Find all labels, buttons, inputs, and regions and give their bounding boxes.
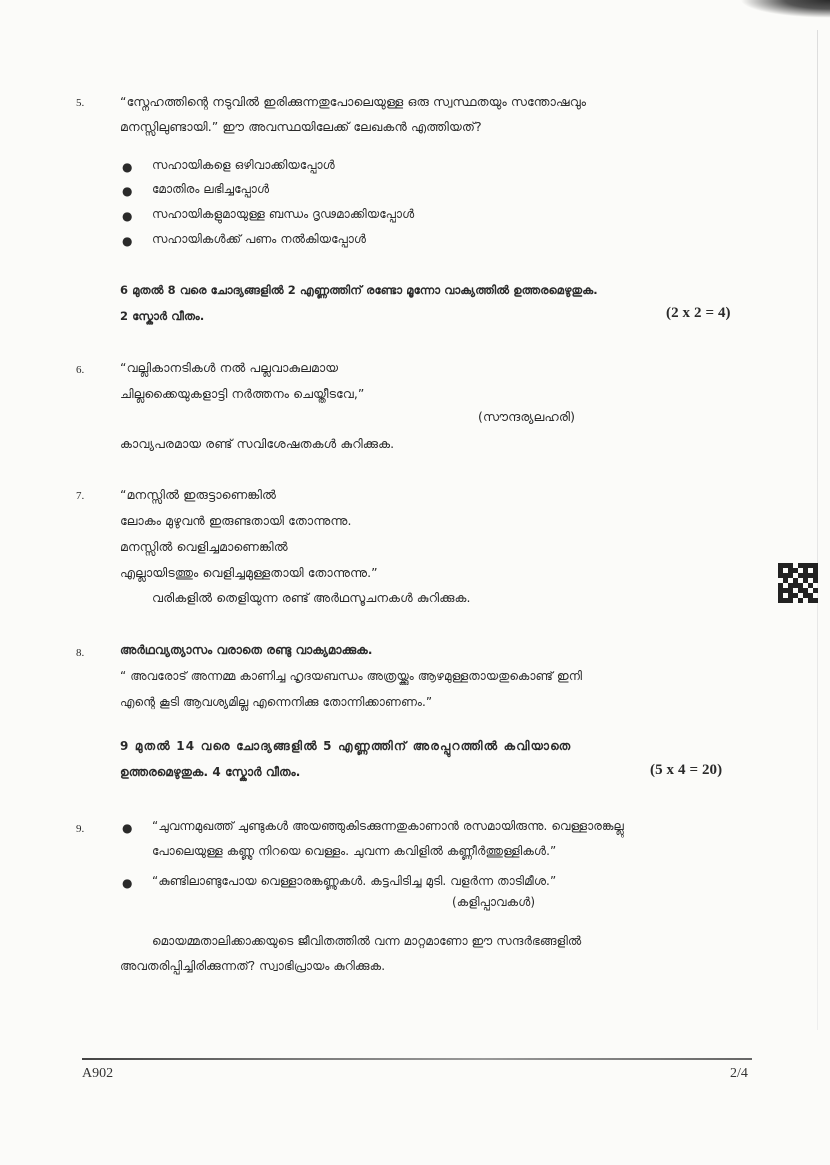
question-number: 9. — [76, 823, 85, 835]
question-prompt: അവതരിപ്പിച്ചിരിക്കുന്നത്? സ്വാഭിപ്രായം കുറിക്കുക. — [120, 959, 386, 973]
quote-line: “ചുവന്നമുഖത്ത് ചുണ്ടുകൾ അയഞ്ഞുകിടക്കുന്നതുകാണാൻ രസമായിരുന്നു. വെള്ളാരങ്കല്ലു — [152, 819, 624, 833]
poem-line: “മനസ്സിൽ ഇരുട്ടാണെങ്കിൽ — [120, 487, 277, 502]
question-prompt: വരികളിൽ തെളിയുന്ന രണ്ട് അർഥസൂചനകൾ കുറിക്കുക. — [152, 590, 471, 605]
qr-code — [778, 563, 818, 603]
instruction-text: 6 മുതൽ 8 വരെ ചോദ്യങ്ങളിൽ 2 എണ്ണത്തിന് രണ്ടോ മൂന്നോ വാക്യത്തിൽ ഉത്തരമെഴുതുക. — [120, 283, 598, 297]
bullet-icon: ● — [122, 876, 133, 890]
bullet-icon: ● — [122, 209, 133, 223]
scan-edge-line — [817, 30, 818, 1030]
question-text-line: “സ്നേഹത്തിന്റെ നടുവിൽ ഇരിക്കുന്നതുപോലെയുള്ള ഒരു സ്വസ്ഥതയും സന്തോഷവും — [120, 94, 587, 109]
footer-divider — [82, 1058, 752, 1060]
poem-line: ലോകം മുഴുവൻ ഇരുണ്ടതായി തോന്നുന്നു. — [120, 513, 352, 528]
marks-formula: (2 x 2 = 4) — [666, 305, 731, 321]
poem-line: ചില്ലക്കൈയുകളാട്ടി നർത്തനം ചെയ്തീടവേ,” — [120, 386, 365, 401]
question-instruction: അർഥവ്യത്യാസം വരാതെ രണ്ടു വാക്യമാക്കുക. — [120, 643, 373, 657]
question-number: 5. — [76, 97, 85, 109]
question-number: 8. — [76, 647, 85, 659]
instruction-text: 2 സ്കോർ വീതം. — [120, 309, 205, 323]
option-4: സഹായികൾക്ക് പണം നൽകിയപ്പോൾ — [152, 232, 367, 246]
option-2: മോതിരം ലഭിച്ചപ്പോൾ — [152, 182, 270, 196]
bullet-icon: ● — [122, 160, 133, 174]
option-3: സഹായികളുമായുള്ള ബന്ധം ദൃഢമാക്കിയപ്പോൾ — [152, 207, 415, 221]
quote-line: പോലെയുള്ള കണ്ണു നിറയെ വെള്ളം. ചുവന്ന കവിളിൽ കണ്ണീർത്തുള്ളികൾ.” — [152, 844, 557, 858]
bullet-icon: ● — [122, 234, 133, 248]
passage-line: “ അവരോട് അന്നമ്മ കാണിച്ച ഹൃദയബന്ധം അത്രയ്ക്കും ആഴമുള്ളതായതുകൊണ്ട് ഇനി — [120, 669, 583, 683]
question-number: 6. — [76, 364, 85, 376]
bullet-icon: ● — [122, 184, 133, 198]
source-citation: (കളിപ്പാവകൾ) — [452, 895, 536, 909]
instruction-text: ഉത്തരമെഴുതുക. 4 സ്കോർ വീതം. — [120, 765, 301, 779]
poem-line: മനസ്സിൽ വെളിച്ചമാണെങ്കിൽ — [120, 539, 288, 554]
question-number: 7. — [76, 490, 85, 502]
quote-line: “കുണ്ടിലാണ്ടുപോയ വെള്ളാരങ്കണ്ണുകൾ. കട്ടപിടിച്ച മുടി. വളർന്ന താടിമീശ.” — [152, 874, 557, 888]
paper-code: A902 — [82, 1066, 114, 1081]
question-text-line: മനസ്സിലുണ്ടായി.” ഈ അവസ്ഥയിലേക്ക് ലേഖകൻ എത്തിയത്? — [120, 119, 482, 134]
poem-line: എല്ലായിടത്തും വെളിച്ചമുള്ളതായി തോന്നുന്നു.” — [120, 565, 378, 580]
question-prompt: മൊയമ്മതാലിക്കാക്കയുടെ ജീവിതത്തിൽ വന്ന മാറ്റമാണോ ഈ സന്ദർഭങ്ങളിൽ — [152, 934, 582, 948]
instruction-text: 9 മുതൽ 14 വരെ ചോദ്യങ്ങളിൽ 5 എണ്ണത്തിന് അരപ്പുറത്തിൽ കവിയാതെ — [120, 739, 572, 753]
question-prompt: കാവ്യപരമായ രണ്ട് സവിശേഷതകൾ കുറിക്കുക. — [120, 436, 395, 451]
source-citation: (സൗന്ദര്യലഹരി) — [478, 409, 576, 424]
passage-line: എന്റെ കൂടി ആവശ്യമില്ല എന്നെനിക്കു തോന്നിക്കാണണം.” — [120, 695, 433, 709]
poem-line: “വല്ലികാനടികൾ നൽ പല്ലവാകുലമായ — [120, 360, 339, 375]
page-number: 2/4 — [730, 1066, 748, 1081]
scan-corner-shadow — [740, 0, 830, 18]
option-1: സഹായികളെ ഒഴിവാക്കിയപ്പോൾ — [152, 158, 335, 172]
bullet-icon: ● — [122, 821, 133, 835]
marks-formula: (5 x 4 = 20) — [650, 762, 723, 778]
